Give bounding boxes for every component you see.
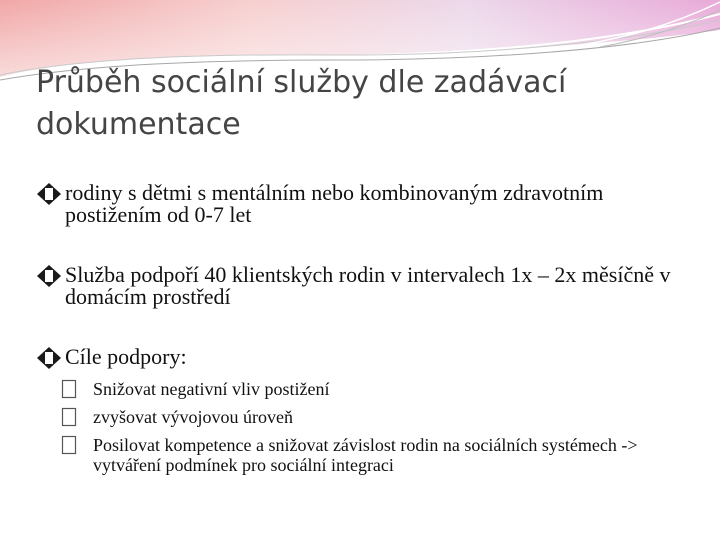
bullet-item <box>36 182 696 226</box>
bullet-text: Služba podpoří 40 klientských rodin v intervalech 1x – 2x měsíčně v domácím prostředí <box>65 262 671 309</box>
sub-bullet-item <box>61 435 696 475</box>
bullet-item <box>36 264 696 308</box>
sub-bullet-text: zvyšovat vývojovou úroveň <box>93 407 293 427</box>
bullet-text: rodiny s dětmi s mentálním nebo kombinovaným zdravotním postižením od 0-7 let <box>65 180 604 227</box>
sub-bullet-item <box>61 379 696 399</box>
sub-bullet-text: Posilovat kompetence a snižovat závislost rodin na sociálních systémech -> vytváření podmínek pro sociální integraci <box>93 435 638 475</box>
sub-bullet-text: Snižovat negativní vliv postižení <box>93 379 330 399</box>
bullet-icon <box>36 264 62 288</box>
sub-bullet-icon <box>61 407 89 427</box>
bullet-item <box>36 346 696 368</box>
sub-bullet-icon <box>61 435 89 455</box>
slide-title: Průběh sociální služby dle zadávací dokumentace <box>36 65 567 142</box>
sub-bullet-icon <box>61 379 89 399</box>
bullet-text: Cíle podpory: <box>65 344 187 369</box>
sub-bullet-list <box>61 379 696 475</box>
bullet-icon <box>36 346 62 370</box>
sub-bullet-item <box>61 407 696 427</box>
bullet-icon <box>36 182 62 206</box>
slide-body <box>36 182 696 475</box>
